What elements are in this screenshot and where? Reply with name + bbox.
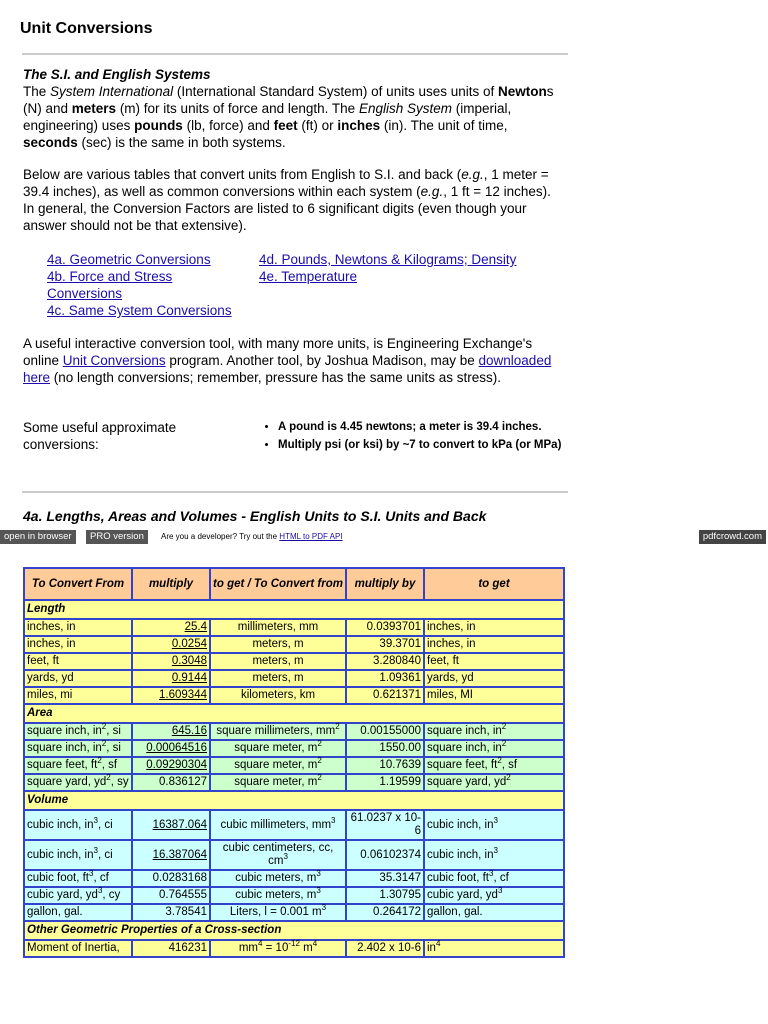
- text-run: A useful interactive conversion tool, with many more units, is Engineering Exchange's online: [23, 336, 533, 368]
- table-header: to get / To Convert from: [210, 568, 346, 600]
- table-cell: 0.09290304: [132, 757, 210, 774]
- table-row: [24, 687, 564, 704]
- table-section-row: [24, 921, 564, 940]
- table-cell: 0.3048: [132, 653, 210, 670]
- links-column-1: [47, 251, 247, 319]
- divider: [22, 491, 568, 493]
- bold-text: meters: [71, 101, 117, 116]
- intro-paragraph-2: [23, 166, 563, 234]
- table-cell: 0.0393701: [346, 619, 424, 636]
- table-cell: gallon, gal.: [24, 904, 132, 921]
- pro-version-button[interactable]: PRO version: [86, 530, 148, 544]
- table-cell: inches, in: [24, 619, 132, 636]
- table-cell: 39.3701: [346, 636, 424, 653]
- table-cell: square meter, $m^2$: [210, 757, 346, 774]
- table-row: [24, 670, 564, 687]
- table-cell: feet, ft: [24, 653, 132, 670]
- table-cell: 16.387064: [132, 840, 210, 870]
- table-cell: cubic yard, $yd^3$: [424, 887, 564, 904]
- tool-paragraph-block: [23, 335, 563, 386]
- table-row: [24, 870, 564, 887]
- bold-text: pounds: [134, 118, 183, 133]
- table-cell: 0.00064516: [132, 740, 210, 757]
- table-cell: 0.621371: [346, 687, 424, 704]
- table-cell: meters, m: [210, 653, 346, 670]
- approx-item: • Multiply psi (or ksi) by ~7 to convert to kPa (or MPa): [278, 437, 562, 454]
- table-cell: meters, m: [210, 636, 346, 653]
- table-cell: $in^4$: [424, 940, 564, 957]
- table-cell: cubic foot, $ft^3$, cf: [424, 870, 564, 887]
- section-link[interactable]: 4b. Force and Stress Conversions: [47, 269, 173, 301]
- table-row: [24, 619, 564, 636]
- text-run: The: [23, 84, 51, 99]
- table-cell: miles, mi: [24, 687, 132, 704]
- table-cell: inches, in: [24, 636, 132, 653]
- inline-link[interactable]: downloaded here: [23, 353, 552, 385]
- conversion-table: [23, 567, 565, 958]
- text-run: (sec) is the same in both systems.: [77, 135, 286, 150]
- pdfcrowd-brand[interactable]: pdfcrowd.com: [699, 530, 766, 544]
- section-4a-heading: 4a. Lengths, Areas and Volumes - English Units to S.I. Units and Back: [23, 508, 487, 524]
- intro-paragraph-1: [23, 83, 563, 151]
- table-cell: cubic yard, $yd^3$, cy: [24, 887, 132, 904]
- pdfcrowd-bar: [0, 530, 768, 544]
- table-row: [24, 740, 564, 757]
- table-row: [24, 636, 564, 653]
- table-cell: 0.764555: [132, 887, 210, 904]
- table-cell: square inch, $in^2$: [424, 723, 564, 740]
- table-cell: square millimeters, $mm^2$: [210, 723, 346, 740]
- table-row: [24, 810, 564, 840]
- italic-text: e.g.: [420, 184, 444, 199]
- table-cell: square meter, $m^2$: [210, 740, 346, 757]
- table-cell: gallon, gal.: [424, 904, 564, 921]
- table-cell: Moment of Inertia,: [24, 940, 132, 957]
- table-cell: 0.9144: [132, 670, 210, 687]
- table-cell: 1.19599: [346, 774, 424, 791]
- bold-text: seconds: [23, 135, 78, 150]
- section-link[interactable]: 4c. Same System Conversions: [47, 303, 232, 318]
- italic-text: System International: [50, 84, 174, 99]
- table-cell: 416231: [132, 940, 210, 957]
- table-cell: cubic millimeters, $mm^3$: [210, 810, 346, 840]
- table-section-title: Area: [24, 704, 564, 723]
- html-to-pdf-api-link[interactable]: HTML to PDF API: [279, 532, 343, 541]
- table-cell: 0.0283168: [132, 870, 210, 887]
- table-cell: 0.0254: [132, 636, 210, 653]
- table-cell: 1.30795: [346, 887, 424, 904]
- table-cell: 10.7639: [346, 757, 424, 774]
- italic-text: English System: [358, 101, 452, 116]
- italic-text: e.g.: [461, 167, 484, 182]
- table-row: [24, 757, 564, 774]
- table-cell: 2.402 x 10-6: [346, 940, 424, 957]
- text-run: (International Standard System) of units uses units of: [173, 84, 498, 99]
- section-link[interactable]: 4d. Pounds, Newtons & Kilograms; Density: [259, 252, 517, 267]
- text-run: (lb, force) and: [182, 118, 274, 133]
- table-row: [24, 723, 564, 740]
- table-cell: cubic inch, $in^3$: [424, 840, 564, 870]
- table-cell: square meter, $m^2$: [210, 774, 346, 791]
- table-header: To Convert From: [24, 568, 132, 600]
- approx-list: [262, 419, 562, 455]
- developer-note: [161, 530, 343, 544]
- links-column-2: [259, 251, 559, 285]
- table-section-title: Length: [24, 600, 564, 619]
- bold-text: feet: [273, 118, 298, 133]
- table-section-row: [24, 600, 564, 619]
- developer-note-text: Are you a developer? Try out the: [161, 532, 280, 541]
- table-cell: 61.0237 x 10-6: [346, 810, 424, 840]
- table-header-row: [24, 568, 564, 600]
- table-row: [24, 940, 564, 957]
- table-cell: 1.09361: [346, 670, 424, 687]
- table-cell: cubic inch, $in^3$, ci: [24, 810, 132, 840]
- table-cell: square yard, $yd^2$, sy: [24, 774, 132, 791]
- table-cell: 3.280840: [346, 653, 424, 670]
- approx-label: Some useful approximate conversions:: [23, 420, 177, 452]
- table-cell: cubic inch, $in^3$: [424, 810, 564, 840]
- table-cell: 1.609344: [132, 687, 210, 704]
- table-section-title: Volume: [24, 791, 564, 810]
- text-run: (in). The unit of time,: [380, 118, 508, 133]
- table-cell: feet, ft: [424, 653, 564, 670]
- table-cell: inches, in: [424, 636, 564, 653]
- table-cell: $mm^4 = 10^{-12}$ $m^4$: [210, 940, 346, 957]
- table-row: [24, 840, 564, 870]
- text-run: s (N) and: [23, 84, 554, 116]
- table-cell: cubic inch, $in^3$, ci: [24, 840, 132, 870]
- text-run: , 1 ft = 12 inches). In general, the Conversion Factors are listed to 6 significant digits (even though your answer should not be that extensive).: [23, 184, 551, 233]
- table-header: to get: [424, 568, 564, 600]
- table-cell: 35.3147: [346, 870, 424, 887]
- table-cell: 16387.064: [132, 810, 210, 840]
- table-cell: cubic meters, $m^3$: [210, 870, 346, 887]
- table-cell: yards, yd: [424, 670, 564, 687]
- table-cell: cubic meters, $m^3$: [210, 887, 346, 904]
- table-cell: kilometers, km: [210, 687, 346, 704]
- table-cell: square inch, $in^2$: [424, 740, 564, 757]
- table-cell: yards, yd: [24, 670, 132, 687]
- table-cell: 3.78541: [132, 904, 210, 921]
- table-section-row: [24, 704, 564, 723]
- table-cell: meters, m: [210, 670, 346, 687]
- table-row: [24, 774, 564, 791]
- text-run: (ft) or: [297, 118, 338, 133]
- table-row: [24, 653, 564, 670]
- table-cell: 0.06102374: [346, 840, 424, 870]
- divider: [22, 53, 568, 55]
- table-cell: 1550.00: [346, 740, 424, 757]
- table-cell: inches, in: [424, 619, 564, 636]
- table-cell: Liters, l = 0.001 $m^3$: [210, 904, 346, 921]
- table-header: multiply by: [346, 568, 424, 600]
- section-link[interactable]: 4e. Temperature: [259, 269, 358, 284]
- table-cell: square inch, $in^2$, si: [24, 740, 132, 757]
- bold-text: Newton: [498, 84, 547, 99]
- open-in-browser-button[interactable]: open in browser: [0, 530, 76, 544]
- table-section-title: Other Geometric Properties of a Cross-section: [24, 921, 564, 940]
- table-row: [24, 904, 564, 921]
- tool-paragraph: [23, 335, 563, 386]
- table-cell: millimeters, mm: [210, 619, 346, 636]
- table-cell: 25.4: [132, 619, 210, 636]
- inline-link[interactable]: Unit Conversions: [62, 353, 166, 368]
- table-cell: square yard, $yd^2$: [424, 774, 564, 791]
- page-title: Unit Conversions: [20, 20, 153, 37]
- text-run: program. Another tool, by Joshua Madison, may be: [165, 353, 479, 368]
- table-row: [24, 887, 564, 904]
- table-cell: square inch, $in^2$, si: [24, 723, 132, 740]
- text-run: , 1 meter = 39.4 inches), as well as common conversions within each system (: [23, 167, 549, 199]
- text-run: (no length conversions; remember, pressure has the same units as stress).: [50, 370, 501, 385]
- section-link[interactable]: 4a. Geometric Conversions: [47, 252, 211, 267]
- table-cell: 645.16: [132, 723, 210, 740]
- approx-item: • A pound is 4.45 newtons; a meter is 39.4 inches.: [278, 419, 562, 436]
- table-cell: 0.264172: [346, 904, 424, 921]
- table-cell: square feet, $ft^2$, sf: [424, 757, 564, 774]
- table-section-row: [24, 791, 564, 810]
- table-cell: 0.00155000: [346, 723, 424, 740]
- table-cell: cubic centimeters, cc, $cm^3$: [210, 840, 346, 870]
- bold-text: inches: [337, 118, 381, 133]
- intro-section: [23, 66, 563, 234]
- text-run: (m) for its units of force and length. The: [116, 101, 359, 116]
- table-body: [24, 600, 564, 957]
- table-cell: cubic foot, $ft^3$, cf: [24, 870, 132, 887]
- intro-heading: The S.I. and English Systems: [23, 67, 211, 82]
- table-cell: 0.836127: [132, 774, 210, 791]
- table-cell: square feet, $ft^2$, sf: [24, 757, 132, 774]
- text-run: (imperial, engineering) uses: [23, 101, 512, 133]
- table-cell: miles, MI: [424, 687, 564, 704]
- text-run: Below are various tables that convert units from English to S.I. and back (: [23, 167, 462, 182]
- table-header: multiply: [132, 568, 210, 600]
